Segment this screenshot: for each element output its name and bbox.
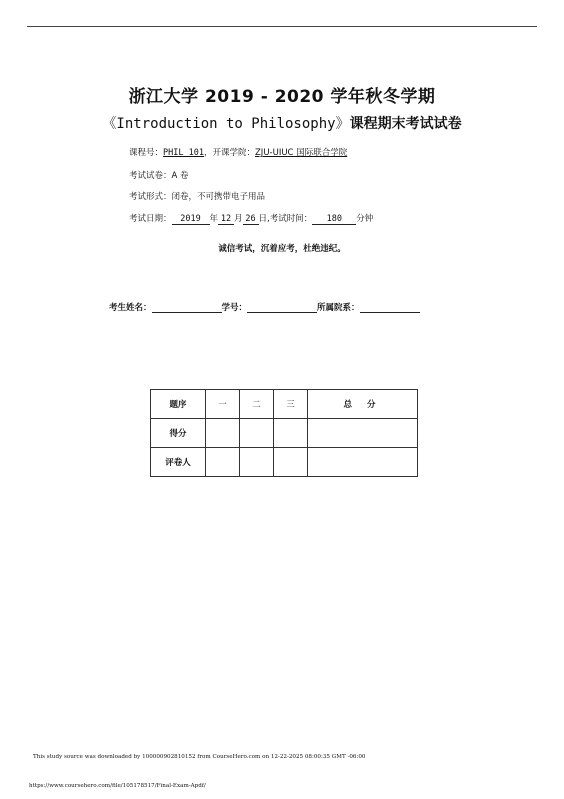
format-line: [129, 190, 265, 202]
duration-label: 考试时间：: [269, 214, 313, 224]
grader-cell[interactable]: [206, 448, 240, 477]
grader-row: [151, 448, 418, 477]
paper-line: [129, 169, 189, 181]
header-cell-2: 二: [240, 390, 274, 419]
source-url-link[interactable]: https://www.coursehero.com/file/105178517/Final-Exam-Apdf/: [29, 783, 206, 789]
student-name-field[interactable]: [152, 303, 222, 313]
offering-school-label: ，开课学院：: [203, 148, 255, 158]
score-table-header: [151, 390, 418, 419]
duration-value: 180: [312, 214, 356, 225]
date-year: 2019: [172, 214, 210, 225]
date-day-unit: 日,: [258, 214, 270, 224]
header-cell-order: 题序: [151, 390, 206, 419]
score-table: [150, 389, 418, 477]
paper-label: 考试试卷：: [129, 171, 172, 181]
grader-cell-total[interactable]: [308, 448, 418, 477]
date-label: 考试日期：: [129, 214, 172, 224]
score-cell[interactable]: [240, 419, 274, 448]
offering-school-value: ZJU-UIUC 国际联合学院: [254, 148, 348, 158]
header-cell-1: 一: [206, 390, 240, 419]
exam-paper-label: 课程期末考试试卷: [349, 116, 462, 132]
department-field[interactable]: [360, 303, 420, 313]
score-row-label: 得分: [151, 419, 206, 448]
score-row: [151, 419, 418, 448]
score-cell[interactable]: [274, 419, 308, 448]
format-value: 闭卷，不可携带电子用品: [171, 192, 266, 202]
exam-title: 浙江大学 2019 - 2020 学年秋冬学期: [128, 87, 436, 107]
date-year-unit: 年: [209, 214, 219, 224]
header-cell-3: 三: [274, 390, 308, 419]
date-month: 12: [218, 214, 234, 225]
course-code-label: 课程号：: [129, 148, 164, 158]
header-cell-total: 总 分: [308, 390, 418, 419]
score-cell[interactable]: [206, 419, 240, 448]
student-name-label: 考生姓名：: [109, 303, 152, 313]
format-label: 考试形式：: [129, 192, 172, 202]
top-rule: [27, 26, 537, 27]
course-title: [0, 113, 564, 133]
download-notice: This study source was downloaded by 100000902810152 from CourseHero.com on 12-22-2025 08:00:35 GMT -06:00: [33, 754, 366, 760]
grader-cell[interactable]: [240, 448, 274, 477]
student-id-label: 学号：: [221, 303, 248, 313]
date-day: 26: [243, 214, 259, 225]
grader-cell[interactable]: [274, 448, 308, 477]
grader-row-label: 评卷人: [151, 448, 206, 477]
date-month-unit: 月: [234, 214, 243, 224]
score-cell-total[interactable]: [308, 419, 418, 448]
student-info-line: [109, 301, 420, 313]
course-name: 《Introduction to Philosophy》: [102, 116, 350, 132]
course-code-value: PHIL 101: [163, 148, 204, 158]
course-code-line: [129, 146, 347, 158]
honesty-motto: 诚信考试，沉着应考，杜绝违纪。: [218, 244, 346, 254]
paper-value: A 卷: [171, 171, 189, 181]
department-label: 所属院系：: [317, 303, 360, 313]
duration-unit: 分钟: [356, 214, 374, 224]
date-line: [129, 212, 373, 225]
student-id-field[interactable]: [247, 303, 317, 313]
